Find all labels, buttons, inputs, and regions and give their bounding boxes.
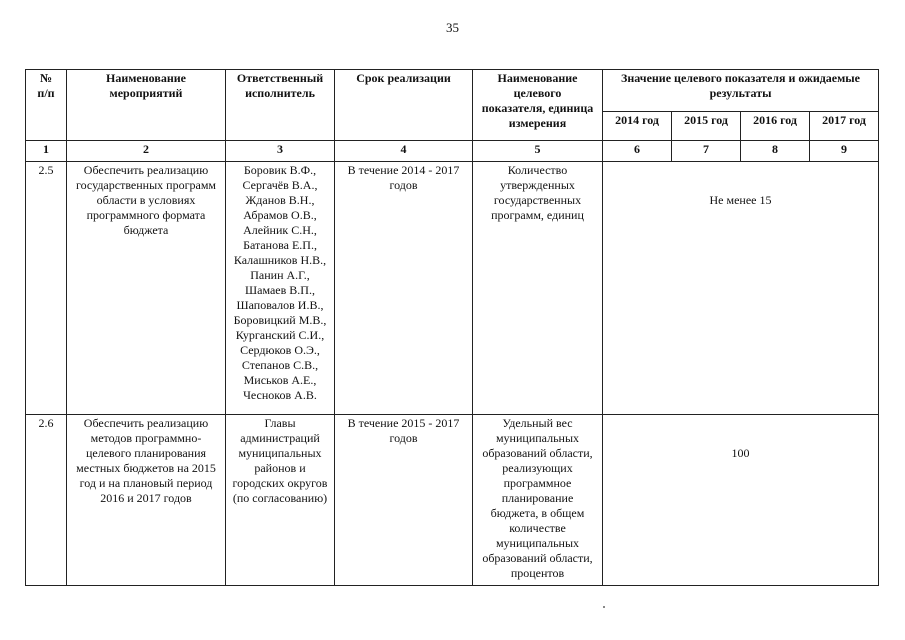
table-row (26, 415, 879, 586)
responsible-cell: Главы администраций муниципальных районов и городских округов (по согласованию) (226, 415, 335, 586)
activities-table (25, 69, 879, 586)
header-responsible: Ответственный исполнитель (226, 70, 335, 141)
header-row (26, 70, 879, 112)
term-cell: В течение 2014 - 2017 годов (335, 162, 473, 415)
table-row (26, 162, 879, 415)
page-number: 35 (446, 20, 459, 35)
column-number: 1 (26, 141, 67, 162)
column-number: 9 (810, 141, 879, 162)
row-number: 2.6 (26, 415, 67, 586)
column-numbers-row (26, 141, 879, 162)
scan-speck (603, 606, 605, 608)
target-value-cell (603, 415, 879, 586)
column-number: 8 (741, 141, 810, 162)
activity-cell: Обеспечить реализацию государственных программ области в условиях программного формата бюджета (67, 162, 226, 415)
header-indicator: Наименование целевого показателя, единица измерения (473, 70, 603, 141)
header-year-2017: 2017 год (810, 112, 879, 141)
header-year-2016: 2016 год (741, 112, 810, 141)
header-term: Срок реализации (335, 70, 473, 141)
header-year-2015: 2015 год (672, 112, 741, 141)
activity-cell: Обеспечить реализацию методов программно- целевого планирования местных бюджетов на 2015 год и на плановый период 2016 и 2017 годов (67, 415, 226, 586)
row-number: 2.5 (26, 162, 67, 415)
column-number: 3 (226, 141, 335, 162)
column-number: 2 (67, 141, 226, 162)
responsible-cell: Боровик В.Ф., Сергачёв В.А., Жданов В.Н., Абрамов О.В., Алейник С.Н., Батанова Е.П., Калашников Н.В., Панин А.Г., Шамаев В.П., Шаповалов И.В., Боровицкий М.В., Курганский С.И., Сердюков О.Э., Степанов С.В., Миськов А.Е., Чесноков А.В. (226, 162, 335, 415)
header-year-2014: 2014 год (603, 112, 672, 141)
column-number: 6 (603, 141, 672, 162)
target-value: Не менее 15 (709, 193, 772, 207)
indicator-cell: Удельный вес муниципальных образований области, реализующих программное планирование бюджета, в общем количестве муниципальных образований области, процентов (473, 415, 603, 586)
indicator-cell: Количество утвержденных государственных программ, единиц (473, 162, 603, 415)
target-value: 100 (731, 446, 750, 460)
column-number: 5 (473, 141, 603, 162)
term-cell: В течение 2015 - 2017 годов (335, 415, 473, 586)
column-number: 4 (335, 141, 473, 162)
header-activity: Наименование мероприятий (67, 70, 226, 141)
header-target-values: Значение целевого показателя и ожидаемые результаты (603, 70, 879, 112)
target-value-cell (603, 162, 879, 415)
header-number: № п/п (26, 70, 67, 141)
column-number: 7 (672, 141, 741, 162)
